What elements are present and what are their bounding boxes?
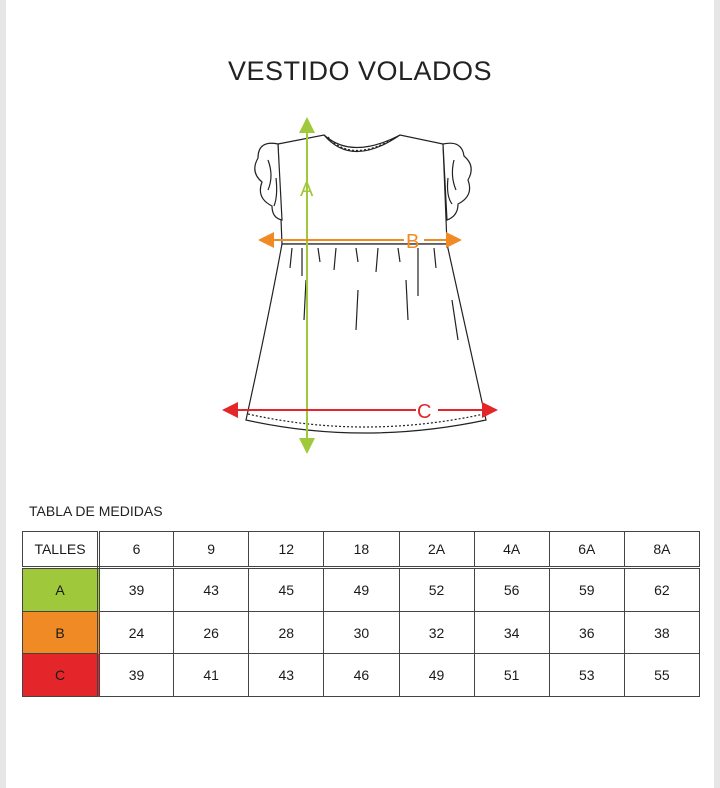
size-header: 2A <box>399 532 474 568</box>
measure-a-label: A <box>300 179 314 201</box>
size-header: 4A <box>474 532 549 568</box>
table-cell: 28 <box>249 611 324 654</box>
measurement-sheet <box>6 0 714 788</box>
table-cell: 43 <box>249 654 324 697</box>
table-cell: 39 <box>99 568 174 612</box>
page-title: VESTIDO VOLADOS <box>227 56 493 86</box>
table-caption: TABLA DE MEDIDAS <box>29 503 163 519</box>
measure-b-label: B <box>406 231 420 253</box>
table-cell: 49 <box>324 568 399 612</box>
size-header: 12 <box>249 532 324 568</box>
dress-diagram <box>6 0 714 480</box>
header-label: TALLES <box>23 532 99 568</box>
table-cell: 26 <box>174 611 249 654</box>
size-header: 18 <box>324 532 399 568</box>
size-header: 9 <box>174 532 249 568</box>
table-row <box>23 568 700 612</box>
table-cell: 52 <box>399 568 474 612</box>
table-cell: 41 <box>174 654 249 697</box>
size-header: 6 <box>99 532 174 568</box>
table-row <box>23 654 700 697</box>
table-cell: 49 <box>399 654 474 697</box>
size-header: 6A <box>549 532 624 568</box>
table-row <box>23 611 700 654</box>
table-cell: 34 <box>474 611 549 654</box>
table-cell: 46 <box>324 654 399 697</box>
size-table <box>22 531 700 697</box>
table-cell: 32 <box>399 611 474 654</box>
row-label-c: C <box>23 654 99 697</box>
table-cell: 53 <box>549 654 624 697</box>
table-cell: 62 <box>624 568 699 612</box>
row-label-b: B <box>23 611 99 654</box>
table-cell: 30 <box>324 611 399 654</box>
table-cell: 39 <box>99 654 174 697</box>
table-cell: 56 <box>474 568 549 612</box>
size-header: 8A <box>624 532 699 568</box>
row-label-a: A <box>23 568 99 612</box>
table-cell: 51 <box>474 654 549 697</box>
table-cell: 55 <box>624 654 699 697</box>
table-cell: 38 <box>624 611 699 654</box>
table-cell: 24 <box>99 611 174 654</box>
table-cell: 43 <box>174 568 249 612</box>
table-cell: 36 <box>549 611 624 654</box>
table-header-row <box>23 532 700 568</box>
measure-c-label: C <box>417 401 432 423</box>
dress-outline <box>246 135 486 433</box>
table-cell: 59 <box>549 568 624 612</box>
table-cell: 45 <box>249 568 324 612</box>
